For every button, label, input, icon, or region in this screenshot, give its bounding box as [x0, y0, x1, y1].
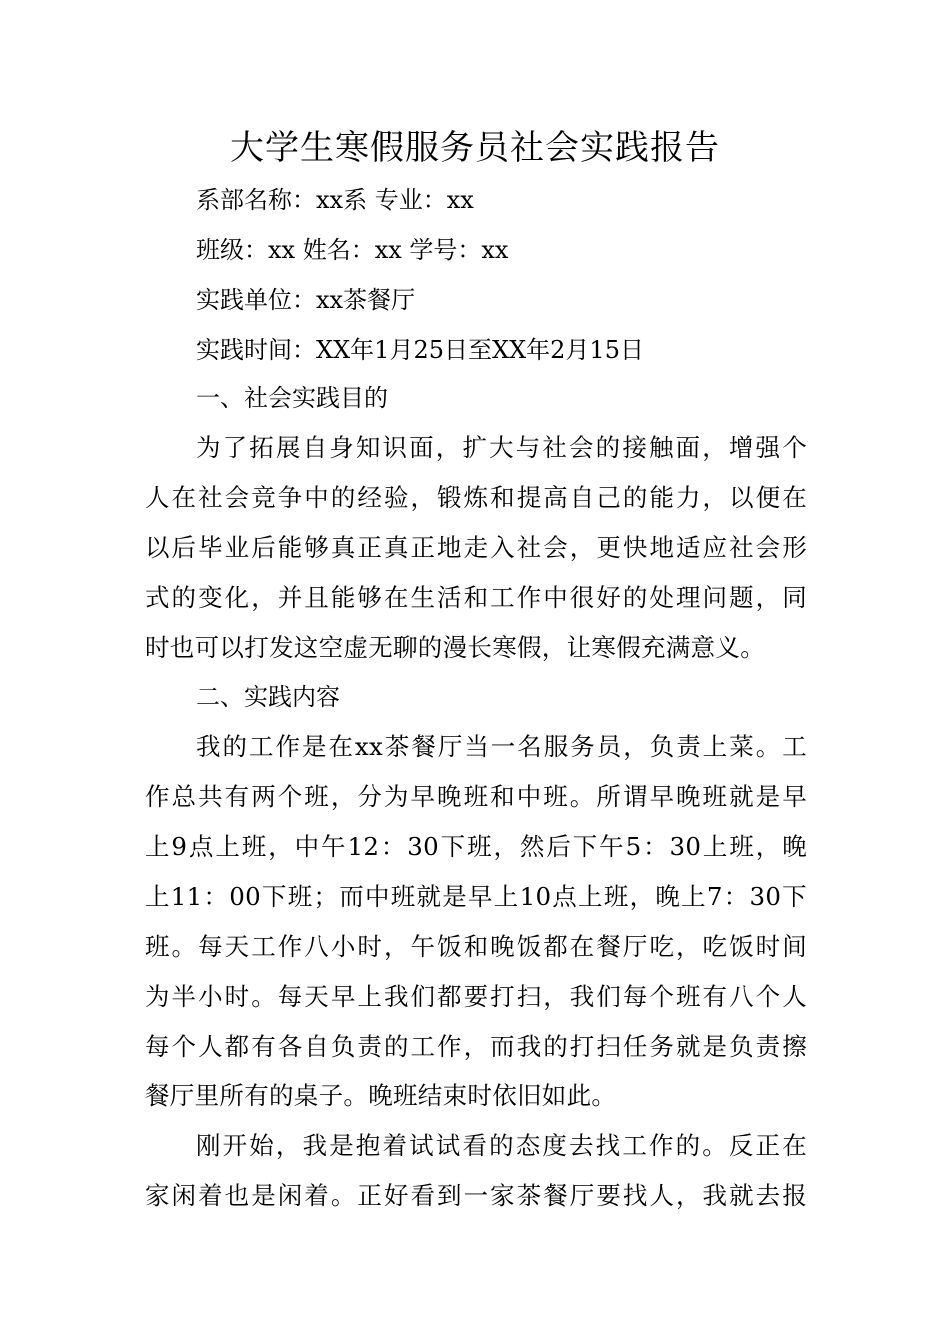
paragraph-line: 我的工作是在xx茶餐厅当一名服务员，负责上菜。工	[196, 732, 807, 761]
paragraph-line: 式的变化，并且能够在生活和工作中很好的处理问题，同	[145, 583, 807, 612]
paragraph-line: 刚开始，我是抱着试试看的态度去找工作的。反正在	[196, 1131, 807, 1160]
paragraph-line: 为半小时。每天早上我们都要打扫，我们每个班有八个人	[145, 982, 807, 1011]
document-title: 大学生寒假服务员社会实践报告	[230, 128, 720, 168]
paragraph-line: 上9点上班，中午12：30下班，然后下午5：30上班，晚	[145, 832, 807, 861]
section-heading-purpose: 一、社会实践目的	[196, 384, 388, 412]
paragraph-line: 为了拓展自身知识面，扩大与社会的接触面，增强个	[196, 433, 807, 462]
paragraph-line: 时也可以打发这空虚无聊的漫长寒假，让寒假充满意义。	[145, 633, 765, 662]
paragraph-line: 家闲着也是闲着。正好看到一家茶餐厅要找人，我就去报	[145, 1181, 807, 1210]
paragraph-line: 每个人都有各自负责的工作，而我的打扫任务就是负责擦	[145, 1032, 807, 1061]
paragraph-line: 班。每天工作八小时，午饭和晚饭都在餐厅吃，吃饭时间	[145, 932, 807, 961]
paragraph-line: 作总共有两个班，分为早晚班和中班。所谓早晚班就是早	[145, 782, 807, 811]
paragraph-line: 上11：00下班；而中班就是早上10点上班，晚上7：30下	[145, 882, 807, 911]
department-major-line: 系部名称：xx系 专业：xx	[196, 186, 474, 214]
paragraph-line: 以后毕业后能够真正真正地走入社会，更快地适应社会形	[145, 533, 807, 562]
practice-unit-line: 实践单位：xx茶餐厅	[196, 286, 416, 314]
class-name-id-line: 班级：xx 姓名：xx 学号：xx	[196, 236, 509, 264]
section-heading-content: 二、实践内容	[196, 683, 340, 711]
paragraph-line: 人在社会竞争中的经验，锻炼和提高自己的能力，以便在	[145, 483, 807, 512]
paragraph-line: 餐厅里所有的桌子。晚班结束时依旧如此。	[145, 1081, 617, 1110]
practice-time-line: 实践时间：XX年1月25日至XX年2月15日	[196, 336, 644, 364]
